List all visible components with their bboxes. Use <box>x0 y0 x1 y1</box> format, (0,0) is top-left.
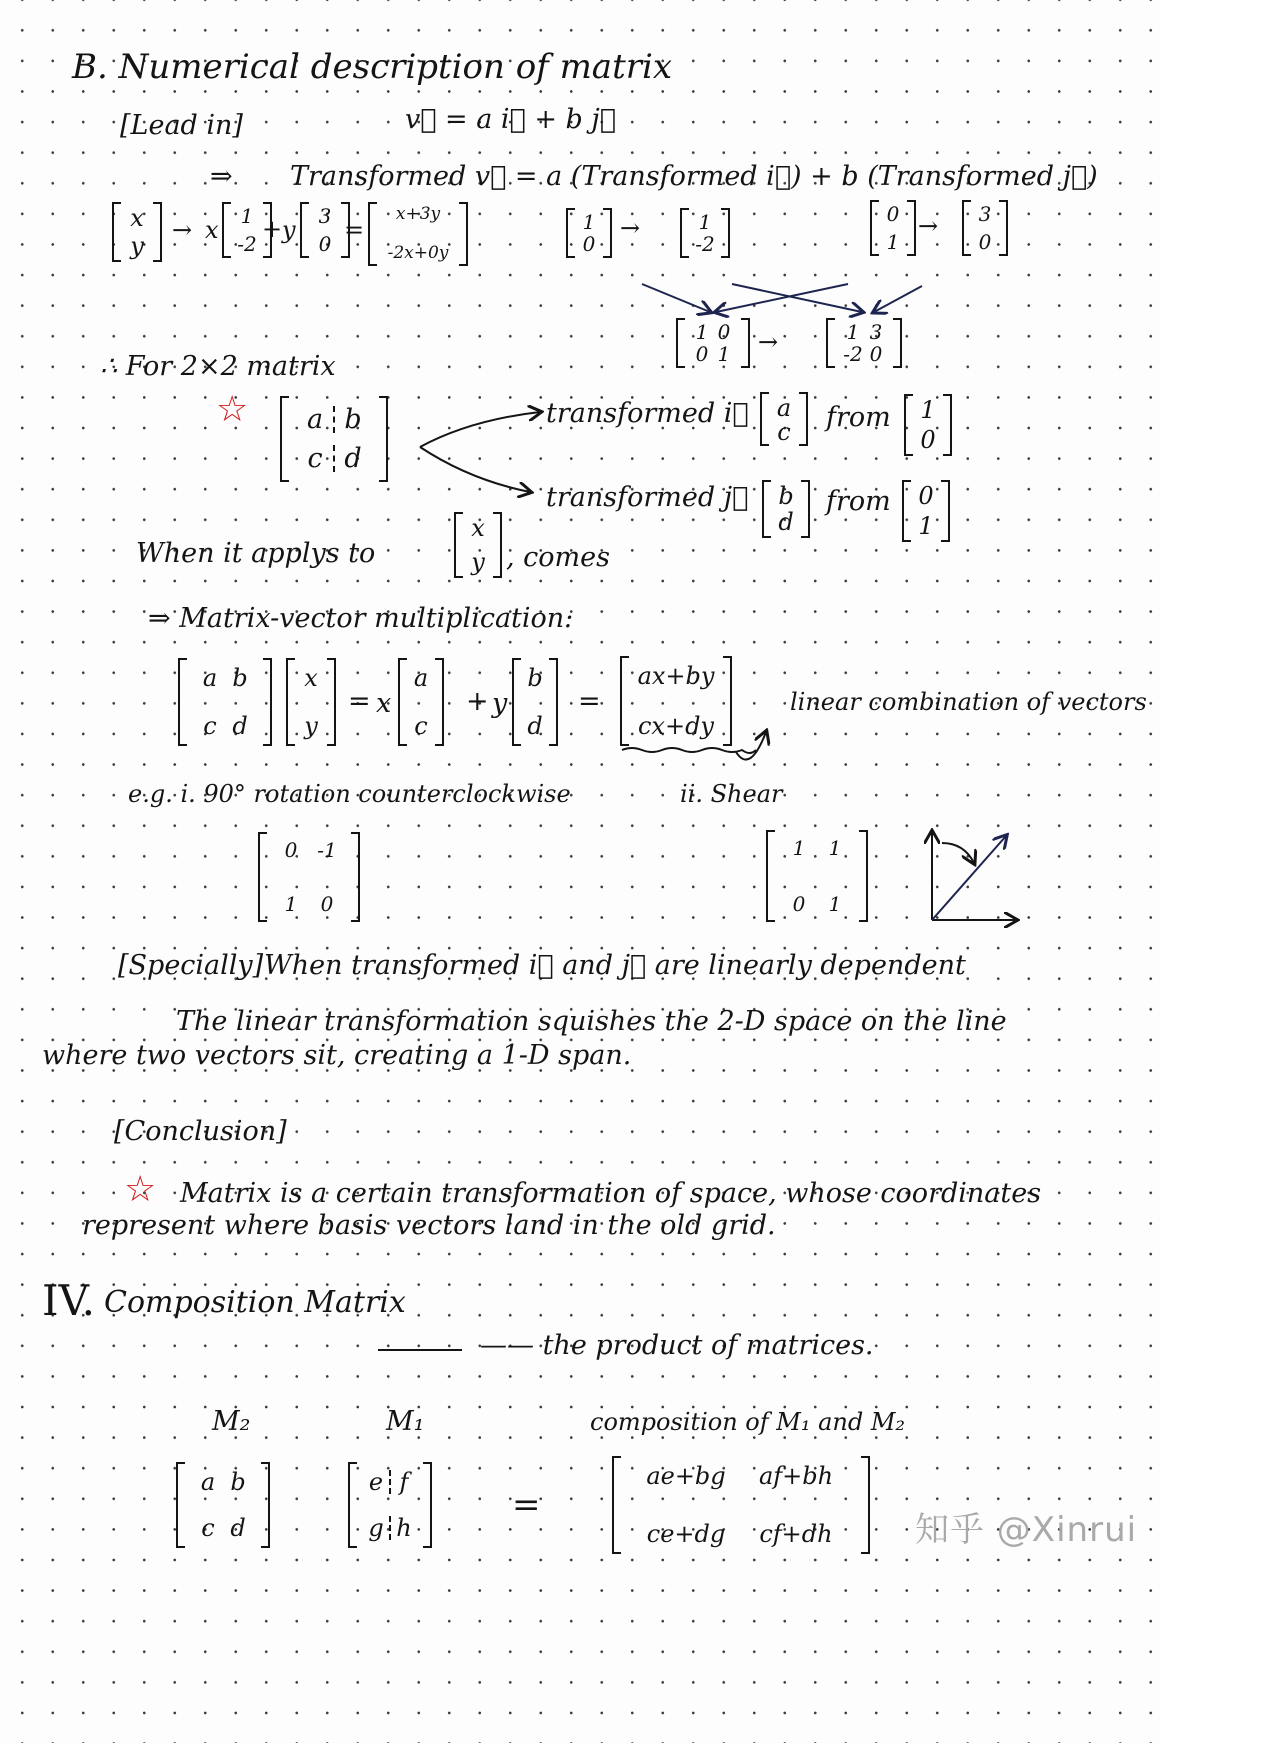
conclusion-line-1: Matrix is a certain transformation of space, whose coordinates <box>180 1178 1042 1209</box>
rotation-heading: e.g. i. 90° rotation counterclockwise <box>128 780 571 808</box>
equals-sign: = <box>344 216 365 244</box>
specially-line-3: where two vectors sit, creating a 1-D span. <box>42 1040 632 1071</box>
mv-result: ax+by cx+dy <box>620 656 732 746</box>
lead-in-label: [Lead in] <box>120 110 243 141</box>
red-star-icon: ☆ <box>216 389 249 430</box>
transformed-i-vec: a c <box>760 392 808 446</box>
maps-to-arrow: → <box>172 216 193 244</box>
transformed-j-label: transformed j⃗ <box>546 482 749 513</box>
watermark: 知乎 @Xinrui <box>915 1510 1138 1550</box>
for-2x2-heading: ∴ For 2×2 matrix <box>100 351 336 382</box>
m1-label: M₁ <box>386 1406 425 1437</box>
section-iv-title: Composition Matrix <box>104 1285 406 1320</box>
input-vector: x y <box>112 202 162 262</box>
implies-arrow: ⇒ <box>210 161 233 192</box>
shear-heading: ii. Shear <box>680 780 783 808</box>
identity-matrix: 1 0 0 1 <box>676 318 750 368</box>
specially-line-2: The linear transformation squishes the 2-D space on the line <box>176 1006 1007 1037</box>
column-i-hat: 1 -2 <box>222 202 272 258</box>
transformed-j-vector: 3 0 <box>962 200 1008 256</box>
mv-equals-1: = <box>348 686 371 717</box>
linear-combination-note: linear combination of vectors <box>790 688 1147 716</box>
arrow-i: → <box>620 214 641 242</box>
mv-equals-2: = <box>578 686 601 717</box>
transformed-matrix: 1 3 -2 0 <box>826 318 902 368</box>
composition-label: composition of M₁ and M₂ <box>590 1408 906 1436</box>
applies-vector: x y <box>454 512 502 578</box>
product-matrix: ae+bg af+bh ce+dg cf+dh <box>612 1456 870 1554</box>
mv-coef-x: x <box>376 688 392 719</box>
coef-y: y <box>282 216 296 244</box>
conclusion-label: [Conclusion] <box>114 1116 287 1147</box>
section-iv-numeral: IV. <box>42 1276 95 1325</box>
mv-column-b-d: b d <box>512 658 558 746</box>
m2-matrix: a b c d <box>176 1462 270 1548</box>
result-vector: x+3y -2x+0y <box>368 202 468 266</box>
applies-text: When it applys to <box>136 538 376 569</box>
basis-1-0: 1 0 <box>904 394 952 456</box>
transformed-i-vector: 1 -2 <box>680 208 730 258</box>
red-star-icon-conclusion: ☆ <box>124 1169 157 1210</box>
specially-label: [Specially] <box>118 950 264 981</box>
m1-matrix: e f g h <box>348 1462 432 1548</box>
m2-label: M₂ <box>212 1406 251 1437</box>
section-b-title: B. Numerical description of matrix <box>72 47 673 87</box>
vector-equation: v⃗ = a i⃗ + b j⃗ <box>405 104 616 135</box>
basis-0-1: 0 1 <box>902 480 950 542</box>
arrow-j: → <box>918 212 939 240</box>
comes-text: , comes <box>506 542 610 573</box>
transformed-j-vec: b d <box>762 480 810 538</box>
from-label-i: from <box>826 402 891 433</box>
basis-j-vector: 0 1 <box>870 200 916 256</box>
identity-to-transformed-arrow: → <box>758 328 779 356</box>
mv-matrix: a b c d <box>178 658 272 746</box>
mv-column-a-c: a c <box>398 658 444 746</box>
conclusion-line-2: represent where basis vectors land in the old grid. <box>82 1210 776 1241</box>
column-j-hat: 3 0 <box>300 202 350 258</box>
mv-coef-y: y <box>492 688 508 719</box>
plus-sign: + <box>262 215 283 243</box>
section-iv-subtitle: —— the product of matrices. <box>480 1330 874 1361</box>
basis-i-vector: 1 0 <box>566 208 612 258</box>
mv-plus: + <box>466 686 489 717</box>
general-matrix: a b c d <box>280 396 388 482</box>
mv-vector: x y <box>286 658 336 746</box>
mv-heading: ⇒ Matrix-vector multiplication: <box>148 603 574 634</box>
from-label-j: from <box>826 486 891 517</box>
shear-matrix: 1 1 0 1 <box>766 830 868 922</box>
coef-x: x <box>205 216 219 244</box>
transformed-i-label: transformed i⃗ <box>546 398 749 429</box>
specially-line-1: When transformed i⃗ and j⃗ are linearly dependent <box>264 950 966 981</box>
product-equals: = <box>512 1485 541 1525</box>
rotation-matrix: 0 -1 1 0 <box>258 832 360 922</box>
transformed-equation: Transformed v⃗ = a (Transformed i⃗) + b (Transformed j⃗) <box>290 161 1098 192</box>
